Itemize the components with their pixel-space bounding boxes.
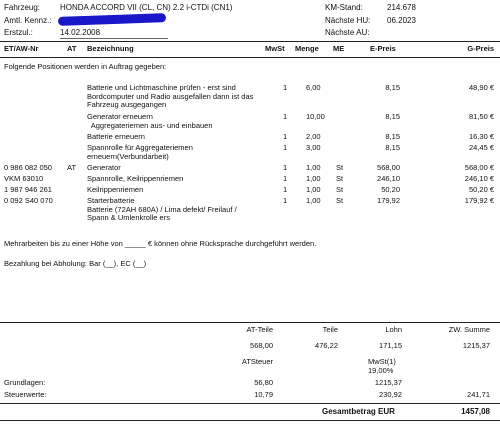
row-total-price: 16,30 € (468, 132, 494, 141)
row-vat-code: 1 (283, 83, 288, 92)
row-vat-code: 1 (283, 185, 288, 194)
row-unit: St (336, 196, 344, 205)
col-unit: ME (333, 44, 345, 53)
row-description-line: Spannrolle, Keilrippenriemen (87, 174, 184, 183)
row-total-price: 24,45 € (468, 143, 494, 152)
row-description-line: Batterie (72AH 680A) / Lima defekt/ Freilauf / (87, 204, 237, 214)
row-quantity: 10,00 (306, 112, 325, 121)
tax-at: 10,79 (254, 390, 273, 399)
col-description: Bezeichnung (87, 44, 134, 53)
row-quantity: 1,00 (306, 174, 321, 183)
row-total-price: 179,92 € (464, 196, 494, 205)
row-total-price: 48,90 € (468, 83, 494, 92)
plate-label: Amtl. Kennz.: (4, 16, 52, 25)
base-label: Grundlagen: (4, 378, 46, 387)
sum-head-at-parts: AT-Teile (246, 325, 273, 334)
reg-label: Erstzul.: (4, 28, 33, 37)
row-description-line: Generator erneuern (87, 112, 153, 121)
col-part-no: ET/AW-Nr (4, 44, 39, 53)
sum-head-subtotal: ZW. Summe (448, 325, 490, 334)
row-unit-price: 179,92 (377, 196, 400, 205)
vehicle-value: HONDA ACCORD VII (CL, CN) 2.2 i-CTDi (CN1) (60, 3, 233, 12)
sum-head-labor: Lohn (385, 325, 402, 334)
tax-label: Steuerwerte: (4, 390, 47, 399)
col-unit-price: E-Preis (370, 44, 396, 53)
row-total-price: 568,00 € (464, 163, 494, 172)
km-value: 214.678 (387, 3, 416, 12)
hu-label: Nächste HU: (325, 16, 371, 25)
sum-head-parts: Teile (322, 325, 338, 334)
row-unit-price: 8,15 (385, 143, 400, 152)
row-vat-code: 1 (283, 112, 288, 121)
row-part-number: VKM 63010 (4, 174, 44, 183)
row-vat-code: 1 (283, 196, 288, 205)
col-qty: Menge (295, 44, 319, 53)
row-description-line: Fahrzeug ausgegangen (87, 100, 167, 109)
row-unit-price: 50,20 (381, 185, 400, 194)
sum-subtotal: 1215,37 (462, 341, 490, 350)
row-description-line: Aggregateriemen aus- und einbauen (87, 120, 213, 130)
grand-total-label: Gesamtbetrag EUR (322, 407, 395, 416)
row-vat-code: 1 (283, 163, 288, 172)
km-label: KM-Stand: (325, 3, 363, 12)
row-description-line: Starterbatterie (87, 196, 135, 205)
row-description-line: Generator (87, 163, 121, 172)
row-description-line: erneuern(Verbundarbeit) (87, 151, 169, 161)
vat-label: MwSt(1) (368, 357, 396, 366)
row-description-line: Keilrippenriemen (87, 185, 144, 194)
row-description-line: Spannrolle für Aggregateriemen (87, 143, 193, 152)
col-at: AT (67, 44, 77, 53)
row-quantity: 1,00 (306, 163, 321, 172)
row-unit-price: 8,15 (385, 132, 400, 141)
row-description-line: Batterie und Lichtmaschine prüfen - erst sind (87, 83, 236, 92)
tax-vat: 230,92 (379, 390, 402, 399)
row-part-number: 0 986 082 050 (4, 163, 52, 172)
row-quantity: 6,00 (306, 83, 321, 92)
at-tax-label: ATSteuer (241, 357, 273, 366)
row-vat-code: 1 (283, 143, 288, 152)
vat-rate: 19,00% (368, 366, 394, 375)
col-total-price: G-Preis (467, 44, 494, 53)
redaction-scribble (58, 13, 166, 26)
extra-work-note: Mehrarbeiten bis zu einer Höhe von _____ € können ohne Rücksprache durchgeführt werden. (4, 239, 317, 248)
row-quantity: 3,00 (306, 143, 321, 152)
row-part-number: 0 092 S40 070 (4, 196, 53, 205)
row-unit-price: 8,15 (385, 83, 400, 92)
row-quantity: 1,00 (306, 196, 321, 205)
row-part-number: 1 987 946 261 (4, 185, 52, 194)
row-unit-price: 246,10 (377, 174, 400, 183)
row-vat-code: 1 (283, 132, 288, 141)
row-description-line: Bordcomputer und Radio ausgefallen dann ist das (87, 91, 254, 101)
sum-at-parts: 568,00 (250, 341, 273, 350)
reg-value: 14.02.2008 (60, 28, 101, 37)
row-total-price: 246,10 € (464, 174, 494, 183)
row-unit-price: 568,00 (377, 163, 400, 172)
row-unit-price: 8,15 (385, 112, 400, 121)
base-at: 56,80 (254, 378, 273, 387)
row-total-price: 50,20 € (468, 185, 494, 194)
row-at-flag: AT (67, 163, 77, 172)
payment-note: Bezahlung bei Abholung: Bar (__), EC (__) (4, 259, 147, 268)
row-total-price: 81,50 € (468, 112, 494, 121)
sum-parts: 476,22 (315, 341, 338, 350)
hu-value: 06.2023 (387, 16, 416, 25)
vehicle-label: Fahrzeug: (4, 3, 41, 12)
row-unit: St (336, 185, 344, 194)
row-vat-code: 1 (283, 174, 288, 183)
row-quantity: 1,00 (306, 185, 321, 194)
row-description-line: Spann & Umlenkrolle ers (87, 213, 170, 222)
intro-text: Folgende Positionen werden in Auftrag gegeben: (4, 62, 167, 71)
row-unit: St (336, 174, 344, 183)
row-unit: St (336, 163, 344, 172)
sum-labor: 171,15 (379, 341, 402, 350)
base-vat: 1215,37 (374, 378, 402, 387)
au-label: Nächste AU: (325, 28, 370, 37)
col-vat: MwSt (265, 44, 285, 53)
grand-total-value: 1457,08 (461, 407, 490, 416)
tax-total: 241,71 (467, 390, 490, 399)
row-description-line: Batterie erneuern (87, 132, 145, 141)
row-quantity: 2,00 (306, 132, 321, 141)
